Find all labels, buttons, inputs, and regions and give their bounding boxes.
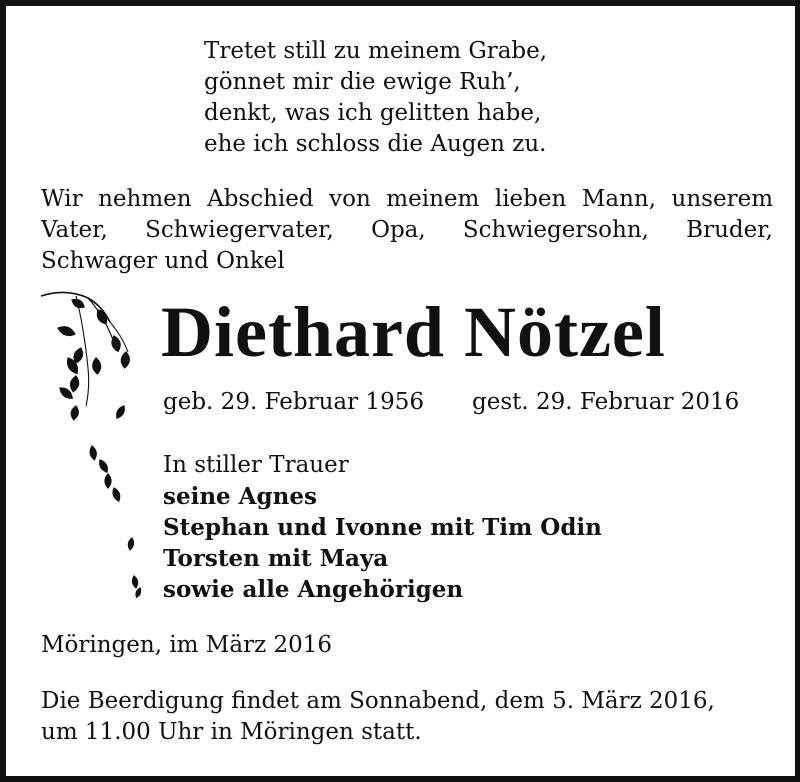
poem-line: denkt, was ich gelitten habe, <box>204 100 542 126</box>
funeral-info <box>41 686 715 748</box>
poem-line: ehe ich schloss die Augen zu. <box>204 131 547 157</box>
place-date: Möringen, im März 2016 <box>41 632 333 658</box>
birch-branch-icon <box>36 288 146 608</box>
deceased-name: Diethard Nötzel <box>161 292 666 372</box>
farewell-line: Schwager und Onkel <box>41 248 285 274</box>
mourner-name: Torsten mit Maya <box>163 545 389 572</box>
mourner-name: seine Agnes <box>163 483 317 510</box>
funeral-line: um 11.00 Uhr in Möringen statt. <box>41 719 422 745</box>
death-date: gest. 29. Februar 2016 <box>472 389 740 415</box>
farewell-line: Wir nehmen Abschied von meinem lieben Mann, unserem <box>41 186 773 212</box>
mourner-name: sowie alle Angehörigen <box>163 576 464 603</box>
mourners-list <box>163 450 602 605</box>
farewell-line: Vater, Schwiegervater, Opa, Schwiegersohn, Bruder, <box>41 217 773 243</box>
farewell-text <box>41 184 773 277</box>
poem-line: gönnet mir die ewige Ruh’, <box>204 69 521 95</box>
birth-date: geb. 29. Februar 1956 <box>163 389 424 415</box>
mourners-heading: In stiller Trauer <box>163 452 349 478</box>
mourner-name: Stephan und Ivonne mit Tim Odin <box>163 514 602 541</box>
funeral-line: Die Beerdigung findet am Sonnabend, dem 5. März 2016, <box>41 688 715 714</box>
poem-line: Tretet still zu meinem Grabe, <box>204 38 548 64</box>
poem <box>204 36 547 160</box>
